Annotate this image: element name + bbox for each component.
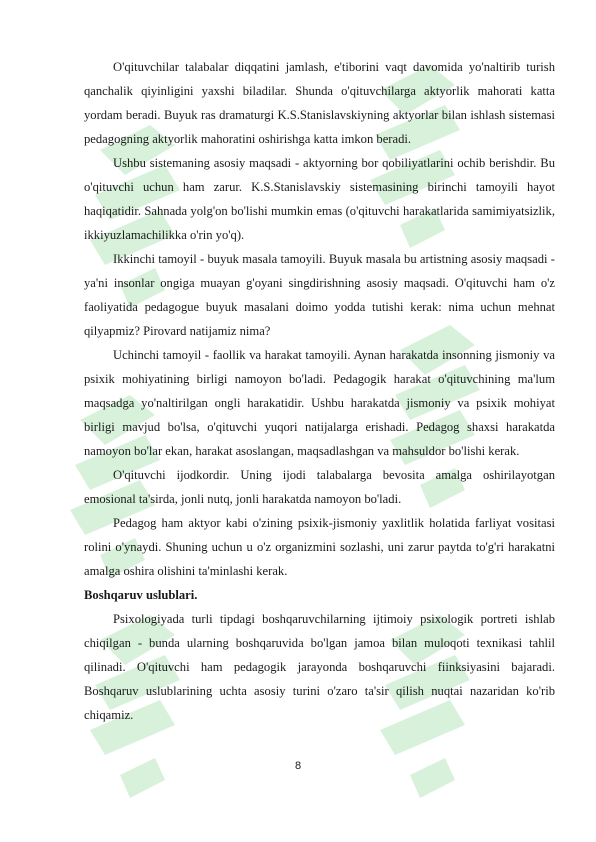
paragraph: Ushbu sistemaning asosiy maqsadi - aktyorning bor qobiliyatlarini ochib berishdir. Bu o'qituvchi uchun ham zarur. K.S.Stanislavskiy sistemasining birinchi tamoyili hayot haqiqatidir. Sahnada yolg'on bo'lishi mumkin emas (o'qituvchi harakatlarida samimiyatsizlik, ikkiyuzlamachilikka o'rin yo'q). [84, 156, 555, 242]
paragraph: Psixologiyada turli tipdagi boshqaruvchilarning ijtimoiy psixologik portreti ishlab chiqilgan - bunda ularning boshqaruvida bo'lgan jamoa bilan muloqoti texnikasi tahlil qilinadi. O'qituvchi ham pedagogik jarayonda boshqaruvchi fiinksiyasini bajaradi. Boshqaruv uslublarining uchta asosiy turini o'zaro ta'sir qilish nuqtai nazaridan ko'rib chiqamiz. [84, 612, 555, 722]
document-body [84, 55, 555, 727]
paragraph: Uchinchi tamoyil - faollik va harakat tamoyili. Aynan harakatda insonning jismoniy va psixik mohiyatining birligi namoyon bo'ladi. Pedagogik harakat o'qituvchining ma'lum maqsadga yo'naltirilgan ongli harakatidir. Ushbu harakatda jismoniy va psixik mohiyat birligi mavjud bo'lsa, o'qituvchi yuqori natijalarga erishadi. Pedagog shaxsi harakatda namoyon bo'lar ekan, harakat asoslangan, maqsadlashgan va mahsuldor bo'lishi kerak. [84, 348, 555, 458]
page-number: 8 [294, 760, 302, 772]
paragraph: Pedagog ham aktyor kabi o'zining psixik-jismoniy yaxlitlik holatida farliyat vositasi rolini o'ynaydi. Shuning uchun u o'z organizmini sozlashi, uni zarur paytda to'g'ri harakatni amalga oshira olishini ta'minlashi kerak. [84, 516, 555, 578]
section-heading: Boshqaruv uslublari. [84, 588, 198, 602]
paragraph: Ikkinchi tamoyil - buyuk masala tamoyili. Buyuk masala bu artistning asosiy maqsadi - ya'ni insonlar ongiga muayan g'oyani singdirishning asosiy maqsadi. O'qituvchi ham o'z faoliyatida pedagogue buyuk masalani doimo yodda tutishi kerak: nima uchun mehnat qilyapmiz? Pirovard natijamiz nima? [84, 252, 555, 338]
paragraph: O'qituvchi ijodkordir. Uning ijodi talabalarga bevosita amalga oshirilayotgan emosional ta'sirda, jonli nutq, jonli harakatda namoyon bo'ladi. [84, 468, 555, 506]
paragraph: O'qituvchilar talabalar diqqatini jamlash, e'tiborini vaqt davomida yo'naltirib turish qanchalik qiyinligini yaxshi biladilar. Shunda o'qituvchilarga aktyorlik mahorati katta yordam beradi. Buyuk ras dramaturgi K.S.Stanislavskiyning aktyorlar bilan ishlash sistemasi pedagogning aktyorlik mahoratini oshirishga katta imkon beradi. [84, 60, 555, 146]
